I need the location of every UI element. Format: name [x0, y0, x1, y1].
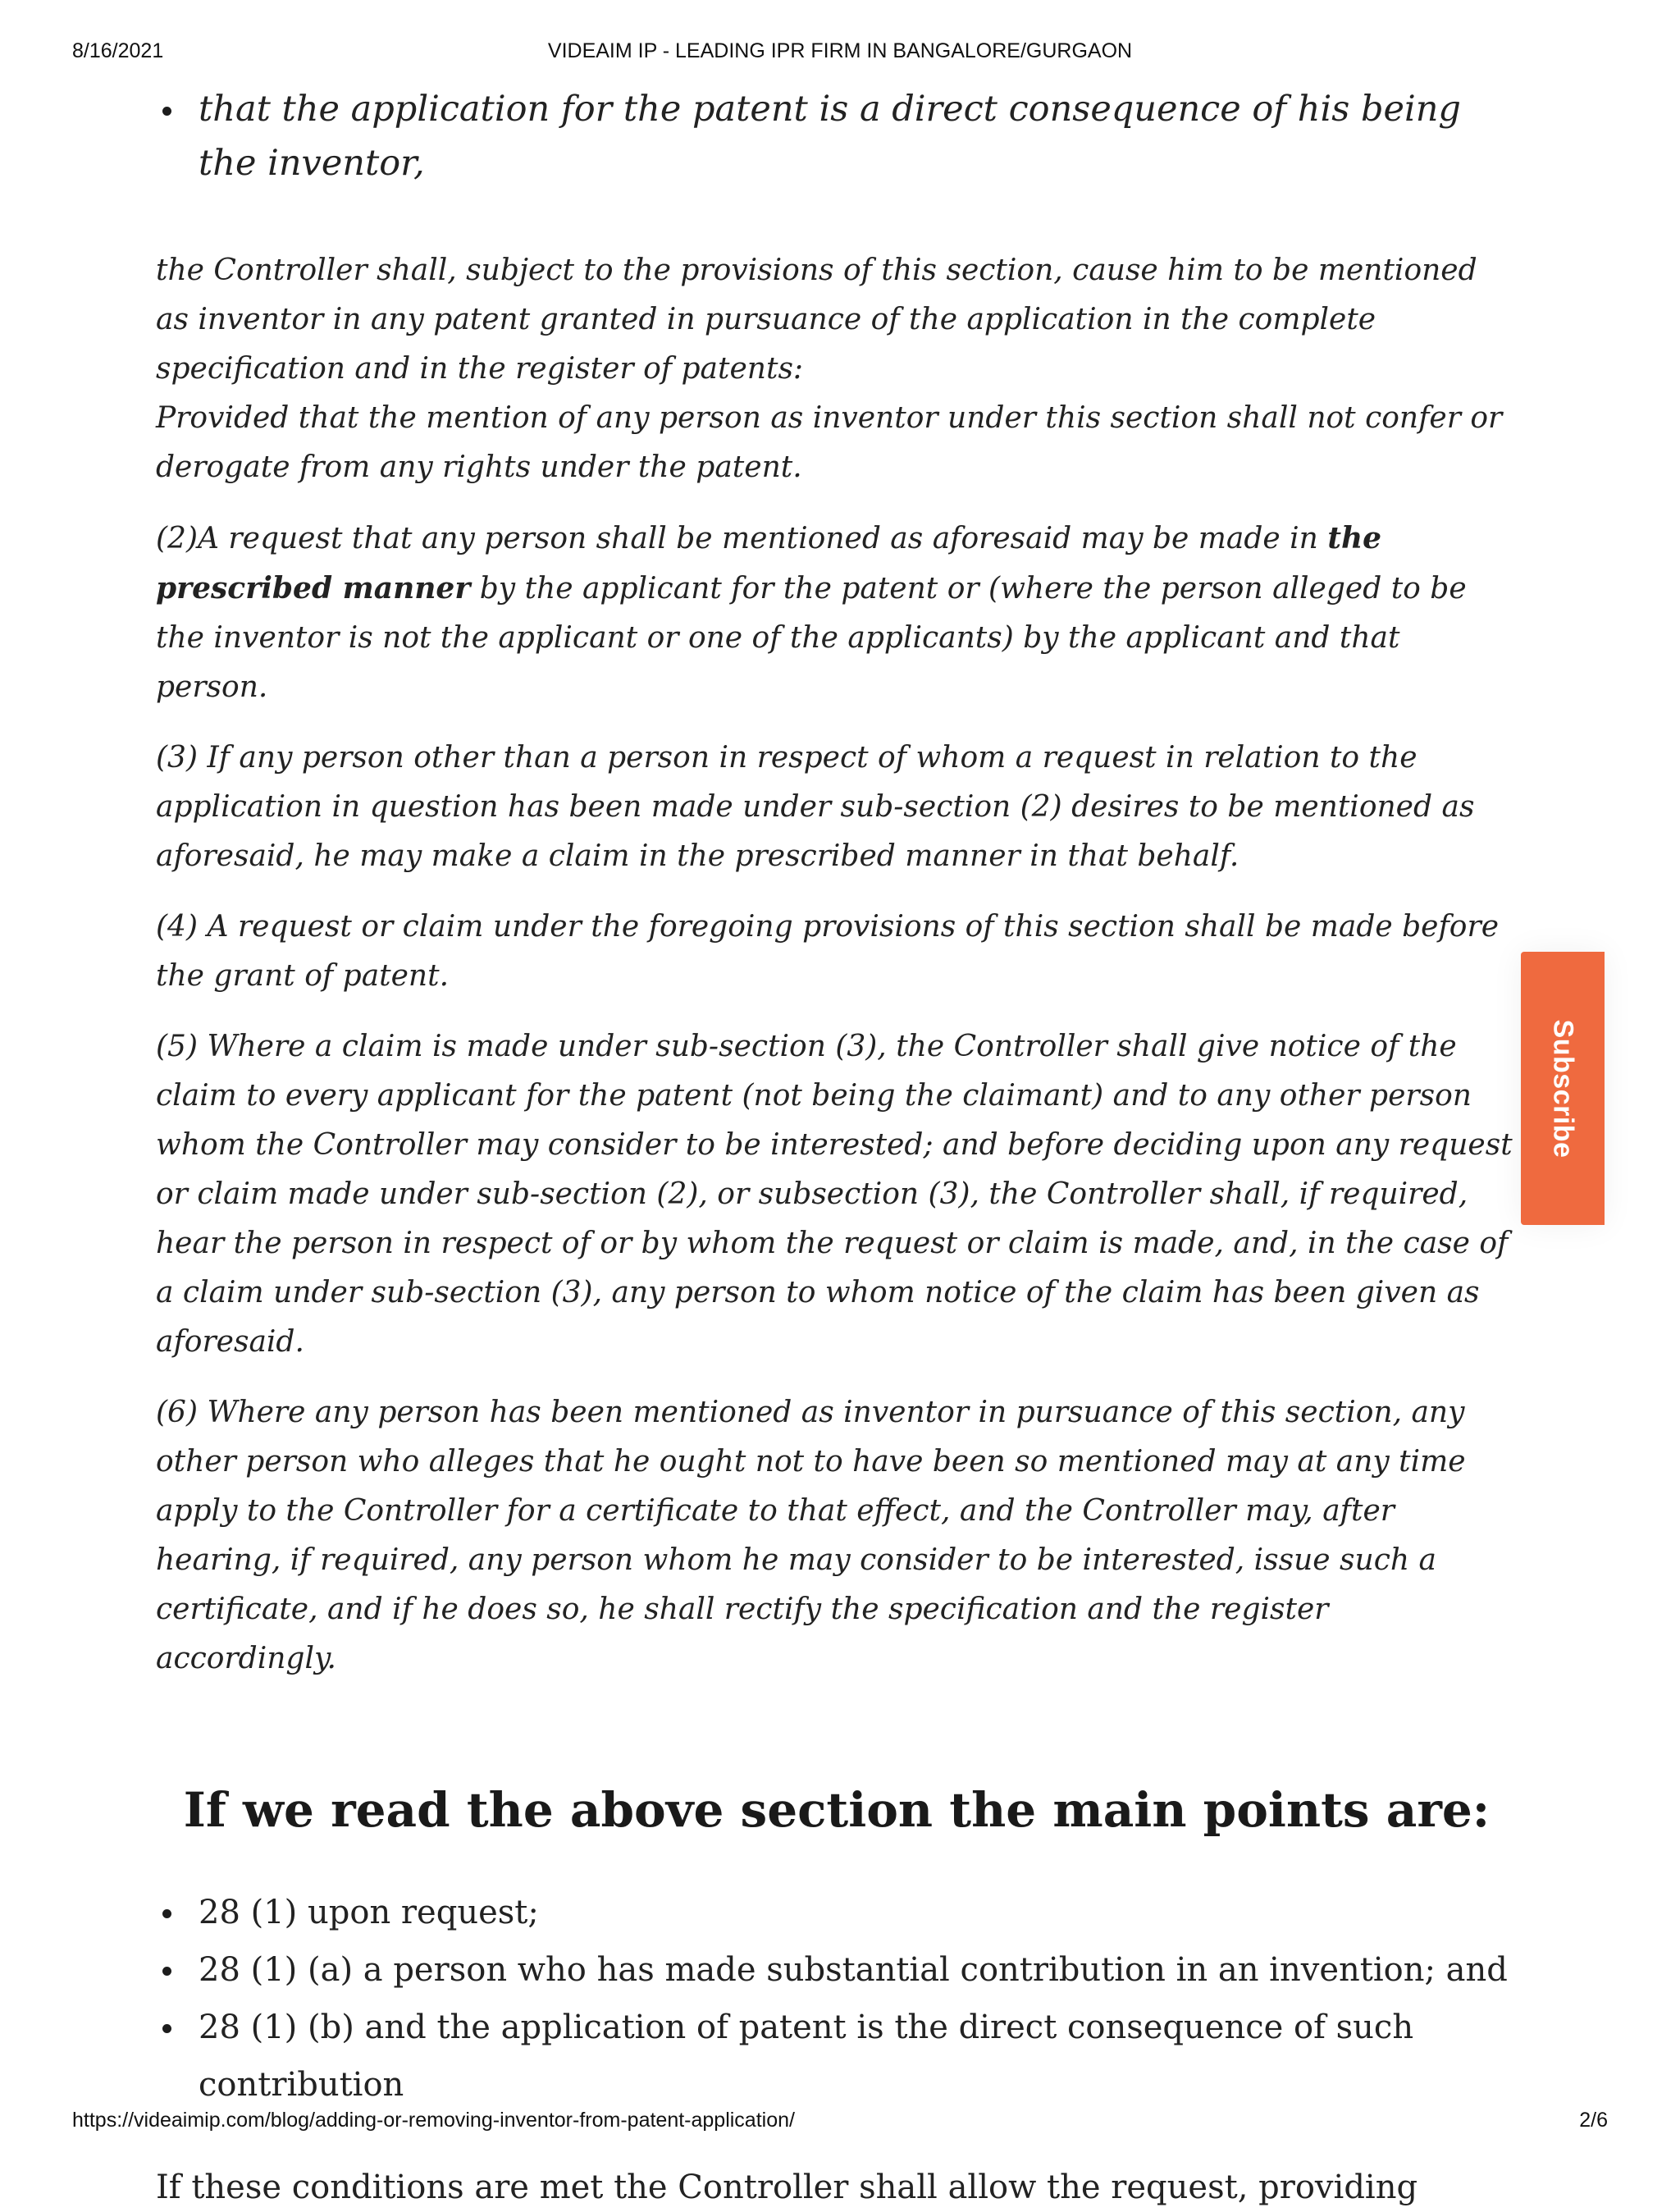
main-points-heading: If we read the above section the main points are: — [183, 1782, 1491, 1838]
print-page-number: 2/6 — [1579, 2109, 1608, 2132]
subscribe-button[interactable] — [1521, 952, 1605, 1225]
section-quote — [156, 82, 1518, 1684]
main-point-item: 28 (1) upon request; — [156, 1884, 1518, 1941]
main-point-item: 28 (1) (a) a person who has made substantial contribution in an invention; and — [156, 1941, 1518, 1999]
quote-paragraph-proviso: Provided that the mention of any person as inventor under this section shall not confer or derogate from any rights under the patent. — [156, 401, 1503, 484]
print-page-title: VIDEAIM IP - LEADING IPR FIRM IN BANGALORE/GURGAON — [547, 39, 1133, 62]
subscribe-label: Subscribe — [1547, 1019, 1579, 1158]
quote-paragraph-3: (3) If any person other than a person in respect of whom a request in relation to the application in question has been made under sub-section (2) desires to be mentioned as aforesaid, he may make a claim in the prescribed manner in that behalf. — [156, 741, 1475, 873]
article-content — [156, 82, 1518, 2212]
quote-paragraph-5: (5) Where a claim is made under sub-section (3), the Controller shall give notice of the claim to every applicant for the patent (not being the claimant) and to any other person whom the Controller may consider to be interested; and before deciding upon any request or claim made under sub-section (2), or subsection (3), the Controller shall, if required, hear the person in respect of or by whom the request or claim is made, and, in the case of a claim under sub-section (3), any person to whom notice of the claim has been given as aforesaid. — [156, 1030, 1513, 1359]
para2-text-end: by the applicant for the patent or (where the person alleged to be the inventor is not the applicant or one of the applicants) by the applicant and that person. — [156, 572, 1467, 704]
quote-paragraph-6: (6) Where any person has been mentioned as inventor in pursuance of this section, any other person who alleges that he ought not to have been so mentioned may at any time apply to the Controller for a certificate to that effect, and the Controller may, after hearing, if required, any person whom he may consider to be interested, issue such a certificate, and if he does so, he shall rectify the specification and the register accordingly. — [156, 1396, 1466, 1675]
quote-bullet-item: that the application for the patent is a direct consequence of his being the inventor, — [156, 82, 1518, 190]
quote-bullet-list — [156, 82, 1518, 190]
para2-text-start: (2)A request that any person shall be mentioned as aforesaid may be made in — [156, 522, 1328, 555]
main-point-item: 28 (1) (b) and the application of patent is the direct consequence of such contribution — [156, 1999, 1518, 2114]
main-points-list — [156, 1884, 1518, 2114]
closing-paragraph: If these conditions are met the Controller shall allow the request, providing — [156, 2169, 1418, 2206]
print-date: 8/16/2021 — [72, 39, 164, 62]
quote-paragraph-4: (4) A request or claim under the foregoing provisions of this section shall be made before the grant of patent. — [156, 910, 1499, 993]
quote-paragraph-controller: the Controller shall, subject to the provisions of this section, cause him to be mentioned as inventor in any patent granted in pursuance of the application in the complete specification and in the register of patents: — [156, 254, 1477, 386]
quote-paragraph-2 — [156, 514, 1518, 712]
prescribed-manner-emphasis: the prescribed manner — [156, 521, 1382, 606]
print-url: https://videaimip.com/blog/adding-or-removing-inventor-from-patent-application/ — [72, 2109, 795, 2132]
print-header — [0, 39, 1680, 72]
